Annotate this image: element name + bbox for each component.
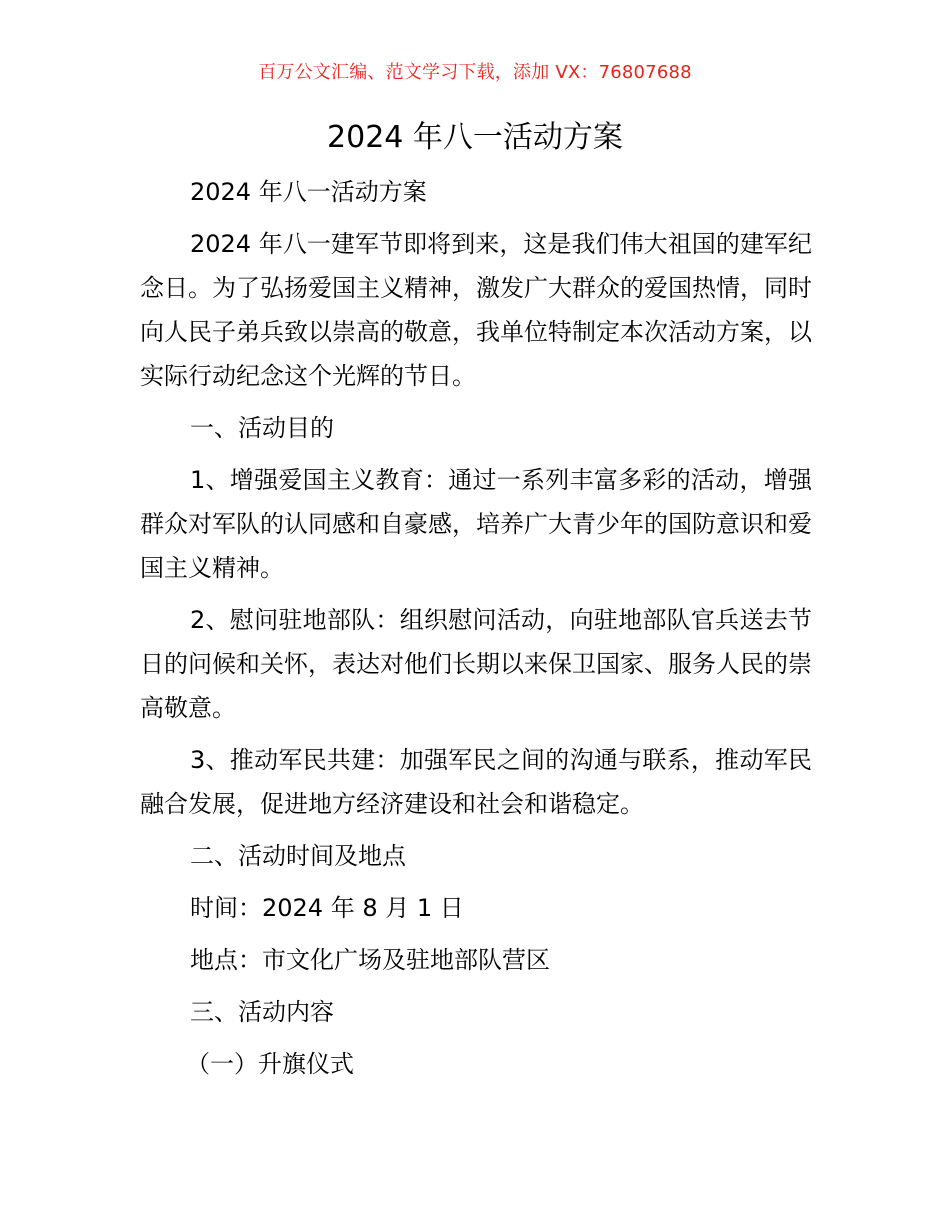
paragraph-purpose-2: 2、慰问驻地部队：组织慰问活动，向驻地部队官兵送去节日的问候和关怀，表达对他们长期以来保卫国家、服务人民的崇高敬意。 bbox=[140, 606, 812, 722]
subsection-heading-flag-raising: （一）升旗仪式 bbox=[186, 1050, 354, 1078]
document-body bbox=[140, 170, 812, 1086]
document-title: 2024 年八一活动方案 bbox=[327, 120, 623, 155]
paragraph-time: 时间：2024 年 8 月 1 日 bbox=[190, 894, 464, 922]
paragraph-purpose-1: 1、增强爱国主义教育：通过一系列丰富多彩的活动，增强群众对军队的认同感和自豪感，培养广大青少年的国防意识和爱国主义精神。 bbox=[140, 466, 812, 582]
section-heading-purpose: 一、活动目的 bbox=[190, 414, 334, 442]
paragraph-purpose-3: 3、推动军民共建：加强军民之间的沟通与联系，推动军民融合发展，促进地方经济建设和社会和谐稳定。 bbox=[140, 746, 812, 818]
section-heading-time-place: 二、活动时间及地点 bbox=[190, 842, 406, 870]
header-note: 百万公文汇编、范文学习下载，添加 VX：76807688 bbox=[258, 62, 692, 83]
paragraph-intro: 2024 年八一建军节即将到来，这是我们伟大祖国的建军纪念日。为了弘扬爱国主义精神，激发广大群众的爱国热情，同时向人民子弟兵致以崇高的敬意，我单位特制定本次活动方案，以实际行动纪念这个光辉的节日。 bbox=[140, 230, 812, 390]
paragraph-subtitle: 2024 年八一活动方案 bbox=[190, 178, 427, 206]
paragraph-place: 地点：市文化广场及驻地部队营区 bbox=[190, 946, 550, 974]
section-heading-content: 三、活动内容 bbox=[190, 998, 334, 1026]
